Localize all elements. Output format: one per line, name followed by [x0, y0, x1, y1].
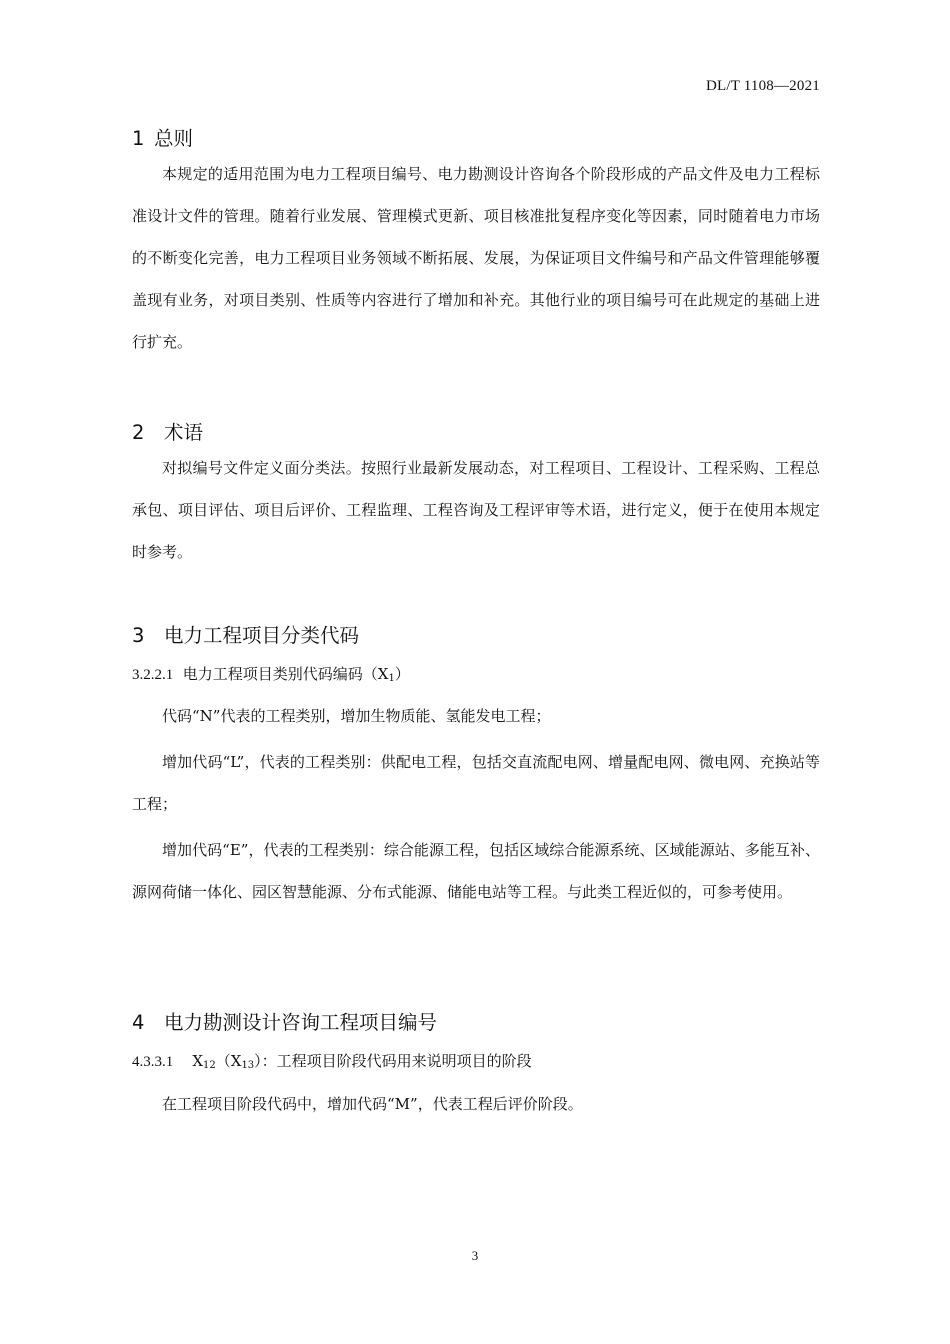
- code-b-suffix: ）：工程项目阶段代码用来说明项目的阶段: [254, 1052, 532, 1070]
- subsection-heading: [132, 663, 820, 686]
- section-title: 电力工程项目分类代码: [164, 624, 360, 647]
- subscript: 12: [203, 1060, 216, 1071]
- section-3-body: [132, 695, 820, 913]
- section-2: [132, 421, 820, 445]
- page-number: 3: [471, 1248, 479, 1263]
- paragraph: 代码“N”代表的工程类别，增加生物质能、氢能发电工程；: [162, 707, 551, 725]
- section-heading: [132, 421, 820, 445]
- section-number: 2: [132, 421, 145, 444]
- subscript: 13: [241, 1060, 255, 1071]
- section-4-body: [132, 1083, 820, 1125]
- section-title: 术语: [164, 421, 204, 444]
- paragraph: 本规定的适用范围为电力工程项目编号、电力勘测设计咨询各个阶段形成的产品文件及电力工程标准设计文件的管理。随着行业发展、管理模式更新、项目核准批复程序变化等因素，同时随着电力市场的不断变化完善，电力工程项目业务领域不断拓展、发展，为保证项目文件编号和产品文件管理能够覆盖现有业务，对项目类别、性质等内容进行了增加和补充。其他行业的项目编号可在此规定的基础上进行扩充。: [132, 165, 820, 351]
- section-number: 3: [132, 624, 145, 647]
- subsection-heading: [132, 1050, 820, 1073]
- section-number: 4: [132, 1011, 145, 1034]
- paragraph: 增加代码“L”，代表的工程类别：供配电工程，包括交直流配电网、增量配电网、微电网、充换站等工程；: [132, 753, 820, 813]
- paragraph: 对拟编号文件定义面分类法。按照行业最新发展动态，对工程项目、工程设计、工程采购、工程总承包、项目评估、项目后评价、工程监理、工程咨询及工程评审等术语，进行定义，便于在使用本规定时参考。: [132, 459, 820, 561]
- subsection-number: 4.3.3.1: [132, 1054, 174, 1070]
- subsection-3-2-2-1: [132, 663, 820, 686]
- subscript: 1: [388, 673, 395, 684]
- section-1: [132, 127, 820, 151]
- section-3: [132, 624, 820, 648]
- section-heading: [132, 624, 820, 648]
- section-title: 总则: [154, 127, 194, 150]
- standard-code: DL/T 1108—2021: [705, 78, 820, 94]
- section-1-body: [132, 153, 820, 363]
- paragraph: 在工程项目阶段代码中，增加代码“M”，代表工程后评价阶段。: [162, 1095, 583, 1113]
- code-a: X: [192, 1052, 204, 1070]
- section-number: 1: [132, 127, 145, 150]
- subsection-4-3-3-1: [132, 1050, 820, 1073]
- code-b-prefix: （X: [215, 1052, 242, 1070]
- section-heading: [132, 127, 820, 151]
- section-4: [132, 1011, 820, 1035]
- subsection-title-prefix: 电力工程项目类别代码编码（X: [182, 665, 389, 683]
- section-title: 电力勘测设计咨询工程项目编号: [164, 1011, 438, 1034]
- section-heading: [132, 1011, 820, 1035]
- paragraph: 增加代码“E”，代表的工程类别：综合能源工程，包括区域综合能源系统、区域能源站、多能互补、源网荷储一体化、园区智慧能源、分布式能源、储能电站等工程。与此类工程近似的，可参考使用。: [132, 841, 820, 901]
- subsection-title-suffix: ）: [394, 665, 410, 683]
- section-2-body: [132, 447, 820, 573]
- subsection-number: 3.2.2.1: [132, 667, 174, 683]
